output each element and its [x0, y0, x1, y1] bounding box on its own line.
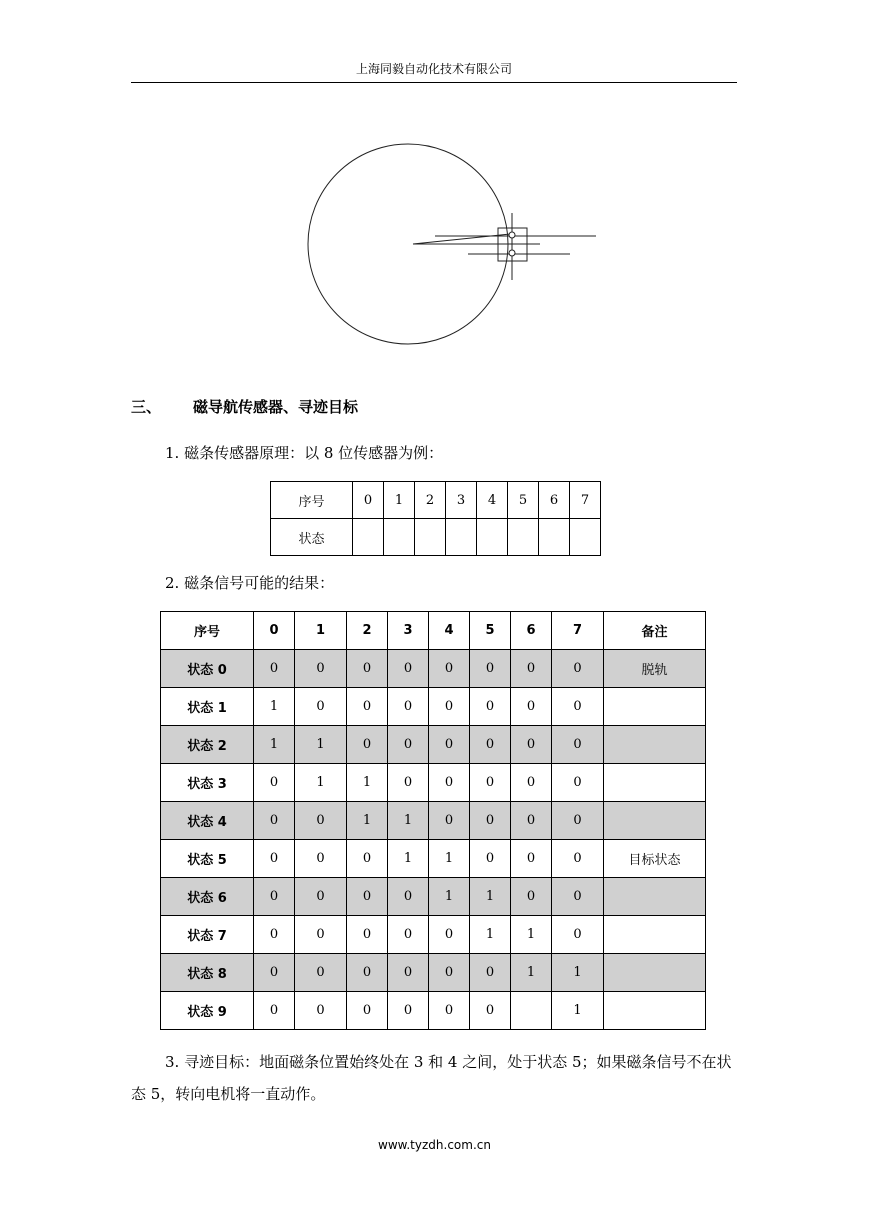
signal-cell: 0 — [295, 954, 347, 992]
table-cell: 4 — [477, 482, 508, 519]
signal-cell: 0 — [254, 802, 295, 840]
signal-cell: 0 — [295, 916, 347, 954]
table-header-cell: 4 — [429, 612, 470, 650]
signal-cell: 1 — [295, 726, 347, 764]
signal-cell: 0 — [552, 840, 604, 878]
signal-cell: 0 — [552, 916, 604, 954]
table-header-cell: 备注 — [604, 612, 706, 650]
table-cell: 6 — [539, 482, 570, 519]
signal-cell: 0 — [295, 650, 347, 688]
page-header: 上海同毅自动化技术有限公司 — [131, 58, 737, 83]
signal-cell: 0 — [347, 916, 388, 954]
signal-cell: 0 — [388, 650, 429, 688]
signal-cell: 0 — [429, 916, 470, 954]
table-row — [161, 726, 706, 764]
note-cell — [604, 878, 706, 916]
signal-cell: 0 — [388, 916, 429, 954]
signal-cell: 0 — [254, 878, 295, 916]
signal-cell: 0 — [511, 878, 552, 916]
signal-cell: 0 — [254, 992, 295, 1030]
sensor-index-table — [270, 481, 601, 556]
table-header-row — [161, 612, 706, 650]
section-title: 磁导航传感器、寻迹目标 — [193, 398, 359, 416]
table-cell: 5 — [508, 482, 539, 519]
signal-cell: 0 — [254, 840, 295, 878]
signal-cell: 0 — [429, 954, 470, 992]
signal-cell: 0 — [347, 954, 388, 992]
signal-cell: 0 — [388, 726, 429, 764]
state-label: 状态 9 — [161, 992, 254, 1030]
signal-cell: 0 — [254, 650, 295, 688]
table-header-cell: 3 — [388, 612, 429, 650]
signal-cell: 0 — [254, 954, 295, 992]
signal-state-table — [160, 611, 706, 1030]
signal-cell: 0 — [295, 878, 347, 916]
signal-cell: 0 — [429, 802, 470, 840]
state-label: 状态 0 — [161, 650, 254, 688]
state-label: 状态 5 — [161, 840, 254, 878]
table-cell — [570, 519, 601, 556]
note-cell — [604, 726, 706, 764]
signal-cell: 0 — [470, 688, 511, 726]
note-cell — [604, 992, 706, 1030]
table-row — [161, 954, 706, 992]
table-cell: 1 — [384, 482, 415, 519]
signal-cell: 0 — [470, 650, 511, 688]
signal-cell: 0 — [429, 992, 470, 1030]
signal-cell: 0 — [511, 650, 552, 688]
signal-cell: 0 — [552, 650, 604, 688]
signal-cell: 1 — [429, 840, 470, 878]
state-label: 状态 4 — [161, 802, 254, 840]
table-cell: 3 — [446, 482, 477, 519]
table-row — [161, 650, 706, 688]
signal-cell: 0 — [470, 992, 511, 1030]
signal-cell: 0 — [347, 688, 388, 726]
signal-cell: 0 — [511, 726, 552, 764]
page-footer: www.tyzdh.com.cn — [378, 1138, 491, 1152]
table-cell — [477, 519, 508, 556]
signal-cell: 1 — [347, 764, 388, 802]
note-cell — [604, 802, 706, 840]
signal-cell: 0 — [552, 726, 604, 764]
signal-cell: 0 — [347, 878, 388, 916]
note-cell — [604, 688, 706, 726]
paragraph-tracking-target: 3. 寻迹目标：地面磁条位置始终处在 3 和 4 之间，处于状态 5；如果磁条信号不在状态 5，转向电机将一直动作。 — [131, 1053, 732, 1103]
signal-cell: 0 — [470, 840, 511, 878]
note-cell: 脱轨 — [604, 650, 706, 688]
signal-cell: 0 — [552, 688, 604, 726]
signal-cell: 0 — [347, 650, 388, 688]
state-label: 状态 1 — [161, 688, 254, 726]
signal-cell: 1 — [511, 954, 552, 992]
table-cell — [353, 519, 384, 556]
signal-cell: 0 — [254, 764, 295, 802]
table-row — [161, 878, 706, 916]
signal-cell: 0 — [470, 802, 511, 840]
state-label: 状态 6 — [161, 878, 254, 916]
signal-cell: 0 — [295, 688, 347, 726]
signal-cell: 1 — [552, 992, 604, 1030]
signal-cell: 0 — [429, 726, 470, 764]
state-label: 状态 2 — [161, 726, 254, 764]
note-cell — [604, 954, 706, 992]
signal-cell: 0 — [388, 992, 429, 1030]
signal-cell: 0 — [388, 688, 429, 726]
signal-cell: 1 — [429, 878, 470, 916]
signal-cell: 1 — [511, 916, 552, 954]
table-cell: 0 — [353, 482, 384, 519]
signal-cell: 1 — [470, 878, 511, 916]
table-header-cell: 7 — [552, 612, 604, 650]
signal-cell: 0 — [470, 954, 511, 992]
signal-cell: 1 — [254, 726, 295, 764]
signal-cell: 0 — [511, 802, 552, 840]
table-header-cell: 序号 — [161, 612, 254, 650]
state-label: 状态 7 — [161, 916, 254, 954]
table-header-cell: 1 — [295, 612, 347, 650]
signal-cell: 0 — [388, 954, 429, 992]
table-row — [161, 764, 706, 802]
signal-cell: 0 — [511, 688, 552, 726]
table-row — [161, 916, 706, 954]
table-header-cell: 2 — [347, 612, 388, 650]
signal-cell: 0 — [295, 802, 347, 840]
note-cell: 目标状态 — [604, 840, 706, 878]
signal-cell — [511, 992, 552, 1030]
table-row — [161, 688, 706, 726]
note-cell — [604, 916, 706, 954]
table-cell — [415, 519, 446, 556]
table-row — [161, 802, 706, 840]
table-cell — [508, 519, 539, 556]
state-label: 状态 3 — [161, 764, 254, 802]
paragraph-sensor-principle: 1. 磁条传感器原理：以 8 位传感器为例： — [165, 444, 444, 462]
note-cell — [604, 764, 706, 802]
signal-cell: 0 — [470, 764, 511, 802]
table-header-cell: 6 — [511, 612, 552, 650]
signal-cell: 0 — [511, 840, 552, 878]
signal-cell: 1 — [470, 916, 511, 954]
section-heading — [131, 396, 358, 417]
signal-cell: 1 — [388, 840, 429, 878]
table-cell — [446, 519, 477, 556]
paragraph-signal-results: 2. 磁条信号可能的结果： — [165, 574, 335, 592]
signal-cell: 0 — [295, 840, 347, 878]
table-row-label: 状态 — [271, 519, 353, 556]
signal-cell: 0 — [429, 688, 470, 726]
table-row — [161, 992, 706, 1030]
signal-cell: 0 — [388, 764, 429, 802]
signal-cell: 0 — [295, 992, 347, 1030]
signal-cell: 1 — [254, 688, 295, 726]
signal-cell: 0 — [347, 992, 388, 1030]
signal-cell: 0 — [254, 916, 295, 954]
signal-cell: 0 — [347, 840, 388, 878]
signal-cell: 1 — [347, 802, 388, 840]
signal-cell: 0 — [429, 650, 470, 688]
signal-cell: 0 — [552, 764, 604, 802]
signal-cell: 1 — [388, 802, 429, 840]
table-cell: 2 — [415, 482, 446, 519]
signal-cell: 1 — [295, 764, 347, 802]
table-cell — [539, 519, 570, 556]
sensor-diagram — [300, 138, 610, 368]
signal-cell: 0 — [470, 726, 511, 764]
table-row-label: 序号 — [271, 482, 353, 519]
table-cell — [384, 519, 415, 556]
state-label: 状态 8 — [161, 954, 254, 992]
signal-cell: 0 — [511, 764, 552, 802]
table-cell: 7 — [570, 482, 601, 519]
signal-cell: 0 — [347, 726, 388, 764]
table-header-cell: 0 — [254, 612, 295, 650]
signal-cell: 0 — [552, 802, 604, 840]
table-header-cell: 5 — [470, 612, 511, 650]
signal-cell: 1 — [552, 954, 604, 992]
section-number: 三、 — [131, 398, 162, 416]
signal-cell: 0 — [552, 878, 604, 916]
signal-cell: 0 — [429, 764, 470, 802]
signal-cell: 0 — [388, 878, 429, 916]
table-row — [161, 840, 706, 878]
